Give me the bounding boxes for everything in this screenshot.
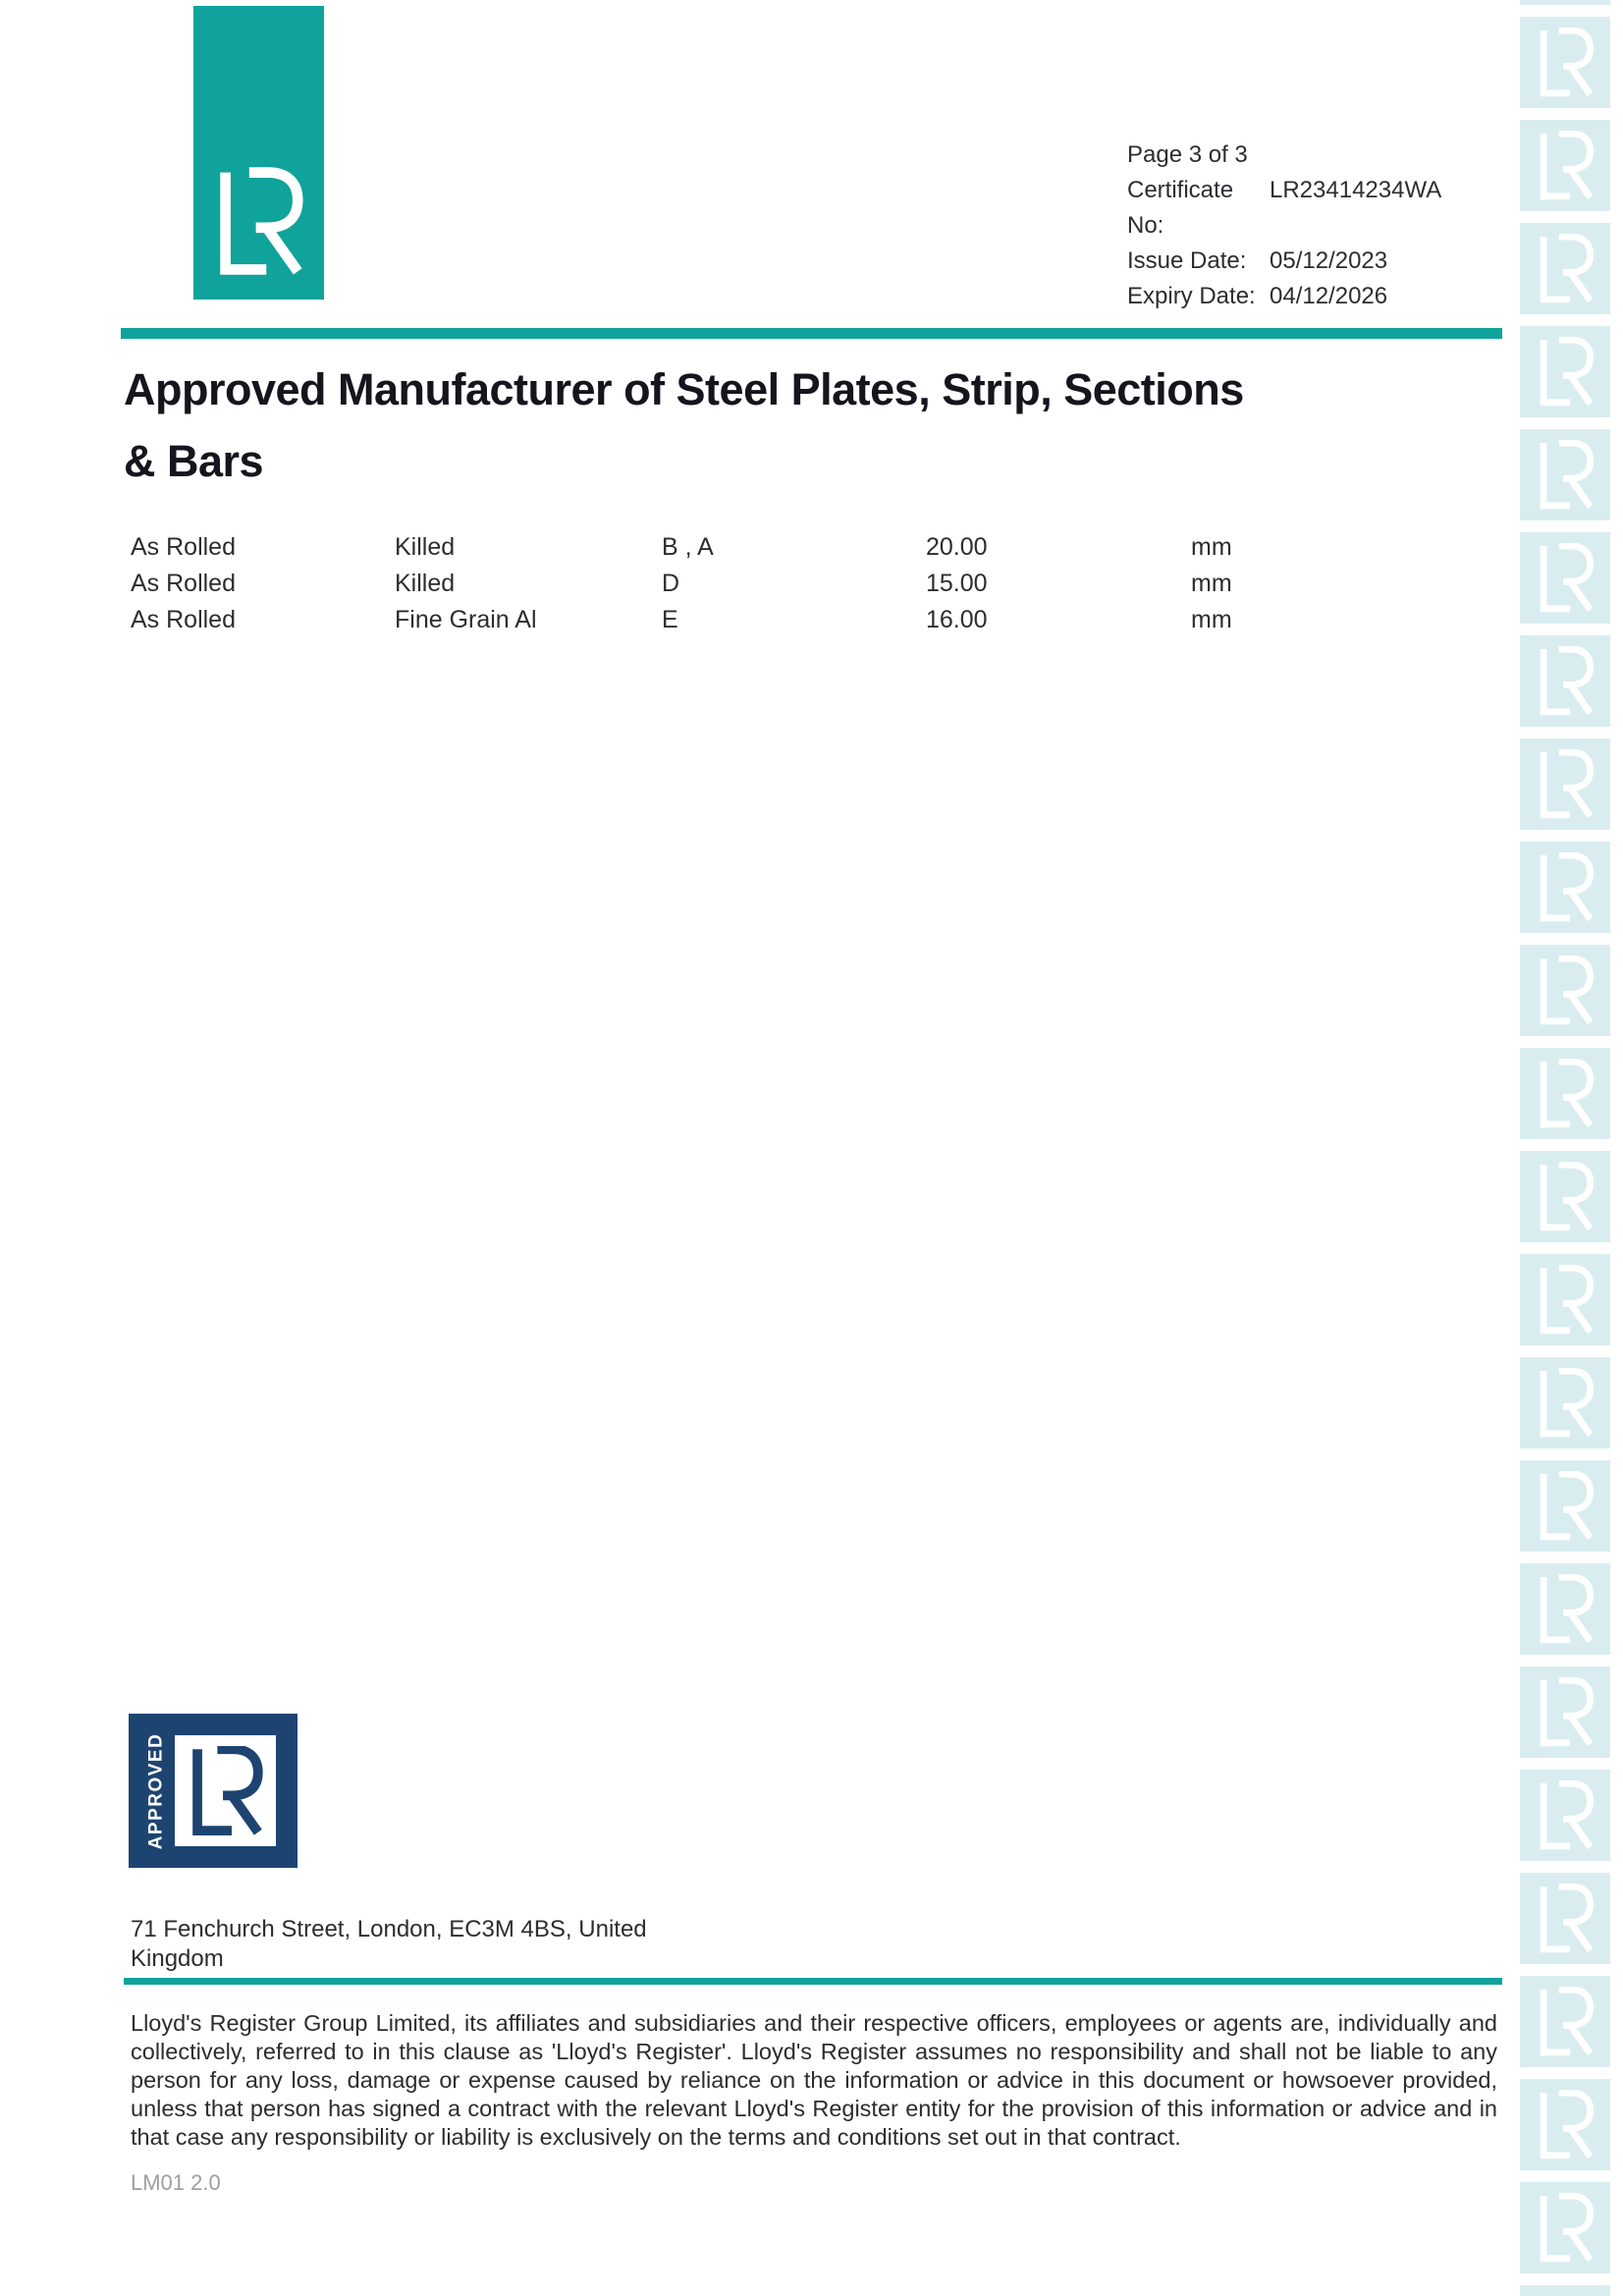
lr-monogram-icon	[187, 1746, 264, 1835]
lr-watermark-tile	[1520, 1667, 1610, 1758]
lr-monogram-icon	[1536, 440, 1595, 510]
page-title-line1: Approved Manufacturer of Steel Plates, Strip, Sections	[124, 364, 1244, 414]
lr-monogram-icon	[1536, 337, 1595, 407]
lr-watermark-tile	[1520, 1563, 1610, 1655]
unit-cell: mm	[1191, 606, 1232, 633]
lr-watermark-strip	[1520, 0, 1610, 2296]
page-indicator-label: Page 3 of 3	[1127, 141, 1248, 168]
approved-stamp-label-wrap	[136, 1714, 176, 1868]
supply-condition-cell: As Rolled	[131, 570, 236, 597]
supply-condition-cell: As Rolled	[131, 533, 236, 561]
header-divider	[121, 328, 1502, 339]
page-title-line2: & Bars	[124, 436, 264, 486]
issue-date-label: Issue Date:	[1127, 247, 1247, 274]
lr-monogram-icon	[1536, 1884, 1595, 1953]
table-row	[0, 533, 1623, 570]
lr-monogram-icon	[1536, 1574, 1595, 1644]
supply-condition-cell: As Rolled	[131, 606, 236, 633]
certificate-number-value: LR23414234WA	[1270, 177, 1442, 203]
table-row	[0, 606, 1623, 642]
lr-monogram-icon	[1536, 1677, 1595, 1747]
lr-monogram-icon	[1536, 1368, 1595, 1438]
lr-watermark-tile	[1520, 1770, 1610, 1861]
approval-table	[0, 533, 1623, 642]
lr-monogram-icon	[213, 161, 304, 283]
document-code: LM01 2.0	[131, 2170, 221, 2195]
lr-watermark-tile	[1520, 635, 1610, 727]
lr-watermark-tile	[1520, 1048, 1610, 1139]
unit-cell: mm	[1191, 570, 1232, 597]
deoxidation-cell: Fine Grain Al	[395, 606, 537, 633]
issue-date-value: 05/12/2023	[1270, 247, 1388, 274]
lr-watermark-tile	[1520, 842, 1610, 933]
lr-watermark-tile	[1520, 17, 1610, 108]
lr-watermark-tile	[1520, 1254, 1610, 1345]
lr-watermark-tile	[1520, 223, 1610, 314]
lr-watermark-tile	[1520, 1873, 1610, 1964]
lr-monogram-icon	[1536, 1162, 1595, 1231]
lr-watermark-tile	[1520, 738, 1610, 830]
lr-monogram-icon	[1536, 131, 1595, 200]
lr-watermark-tile	[1520, 532, 1610, 624]
lr-watermark-tile	[1520, 0, 1610, 5]
lr-monogram-icon	[1536, 234, 1595, 303]
approved-stamp-label: APPROVED	[145, 1732, 167, 1849]
lr-watermark-tile	[1520, 2182, 1610, 2273]
thickness-cell: 20.00	[926, 533, 988, 561]
thickness-cell: 16.00	[926, 606, 988, 633]
approved-stamp-logo-box	[175, 1735, 276, 1846]
approved-stamp	[129, 1714, 298, 1868]
lr-monogram-icon	[1536, 1265, 1595, 1335]
grade-cell: E	[662, 606, 678, 633]
thickness-cell: 15.00	[926, 570, 988, 597]
table-row	[0, 570, 1623, 606]
lr-monogram-icon	[1536, 1059, 1595, 1128]
lr-monogram-icon	[1536, 27, 1595, 97]
certificate-number-row	[1127, 173, 1441, 244]
expiry-date-value: 04/12/2026	[1270, 283, 1388, 309]
expiry-date-label: Expiry Date:	[1127, 283, 1256, 309]
grade-cell: B , A	[662, 533, 714, 561]
lr-watermark-tile	[1520, 120, 1610, 211]
lr-watermark-tile	[1520, 1357, 1610, 1449]
lr-watermark-tile	[1520, 1460, 1610, 1552]
footer-divider	[124, 1978, 1502, 1985]
certificate-metadata	[1127, 137, 1441, 314]
page-indicator	[1127, 137, 1441, 173]
lr-monogram-icon	[1536, 852, 1595, 922]
legal-disclaimer: Lloyd's Register Group Limited, its affiliates and subsidiaries and their respective officers, employees or agents are, individually and collectively, referred to in this clause as 'Lloyd's Register'. Lloyd's Register assumes no responsibility and shall not be liable to any person for any loss, damage or expense caused by reliance on the information or advice in this document or howsoever provided, unless that person has signed a contract with the relevant Lloyd's Register entity for the provision of this information or advice and in that case any responsibility or liability is exclusively on the terms and conditions set out in that contract.	[131, 2010, 1497, 2150]
issue-date-row	[1127, 244, 1441, 279]
certificate-number-label: Certificate No:	[1127, 177, 1234, 239]
office-address	[131, 1915, 720, 1974]
grade-cell: D	[662, 570, 680, 597]
lr-monogram-icon	[1536, 2193, 1595, 2263]
lr-watermark-tile	[1520, 326, 1610, 417]
lr-monogram-icon	[1536, 543, 1595, 613]
lr-watermark-tile	[1520, 1976, 1610, 2067]
office-address-line1: 71 Fenchurch Street, London, EC3M 4BS, United	[131, 1916, 647, 1942]
deoxidation-cell: Killed	[395, 533, 456, 561]
lr-monogram-icon	[1536, 956, 1595, 1025]
unit-cell: mm	[1191, 533, 1232, 561]
lr-logo	[193, 6, 324, 300]
lr-watermark-tile	[1520, 429, 1610, 520]
lr-watermark-tile	[1520, 2079, 1610, 2170]
lr-watermark-tile	[1520, 945, 1610, 1036]
page-title	[124, 354, 1518, 497]
expiry-date-row	[1127, 279, 1441, 314]
lr-monogram-icon	[1536, 749, 1595, 819]
lr-monogram-icon	[1536, 1780, 1595, 1850]
deoxidation-cell: Killed	[395, 570, 456, 597]
lr-monogram-icon	[1536, 646, 1595, 716]
lr-monogram-icon	[1536, 2090, 1595, 2159]
lr-watermark-tile	[1520, 2285, 1610, 2296]
lr-watermark-tile	[1520, 1151, 1610, 1242]
lr-monogram-icon	[1536, 1987, 1595, 2056]
lr-monogram-icon	[1536, 1471, 1595, 1541]
office-address-line2: Kingdom	[131, 1945, 224, 1972]
